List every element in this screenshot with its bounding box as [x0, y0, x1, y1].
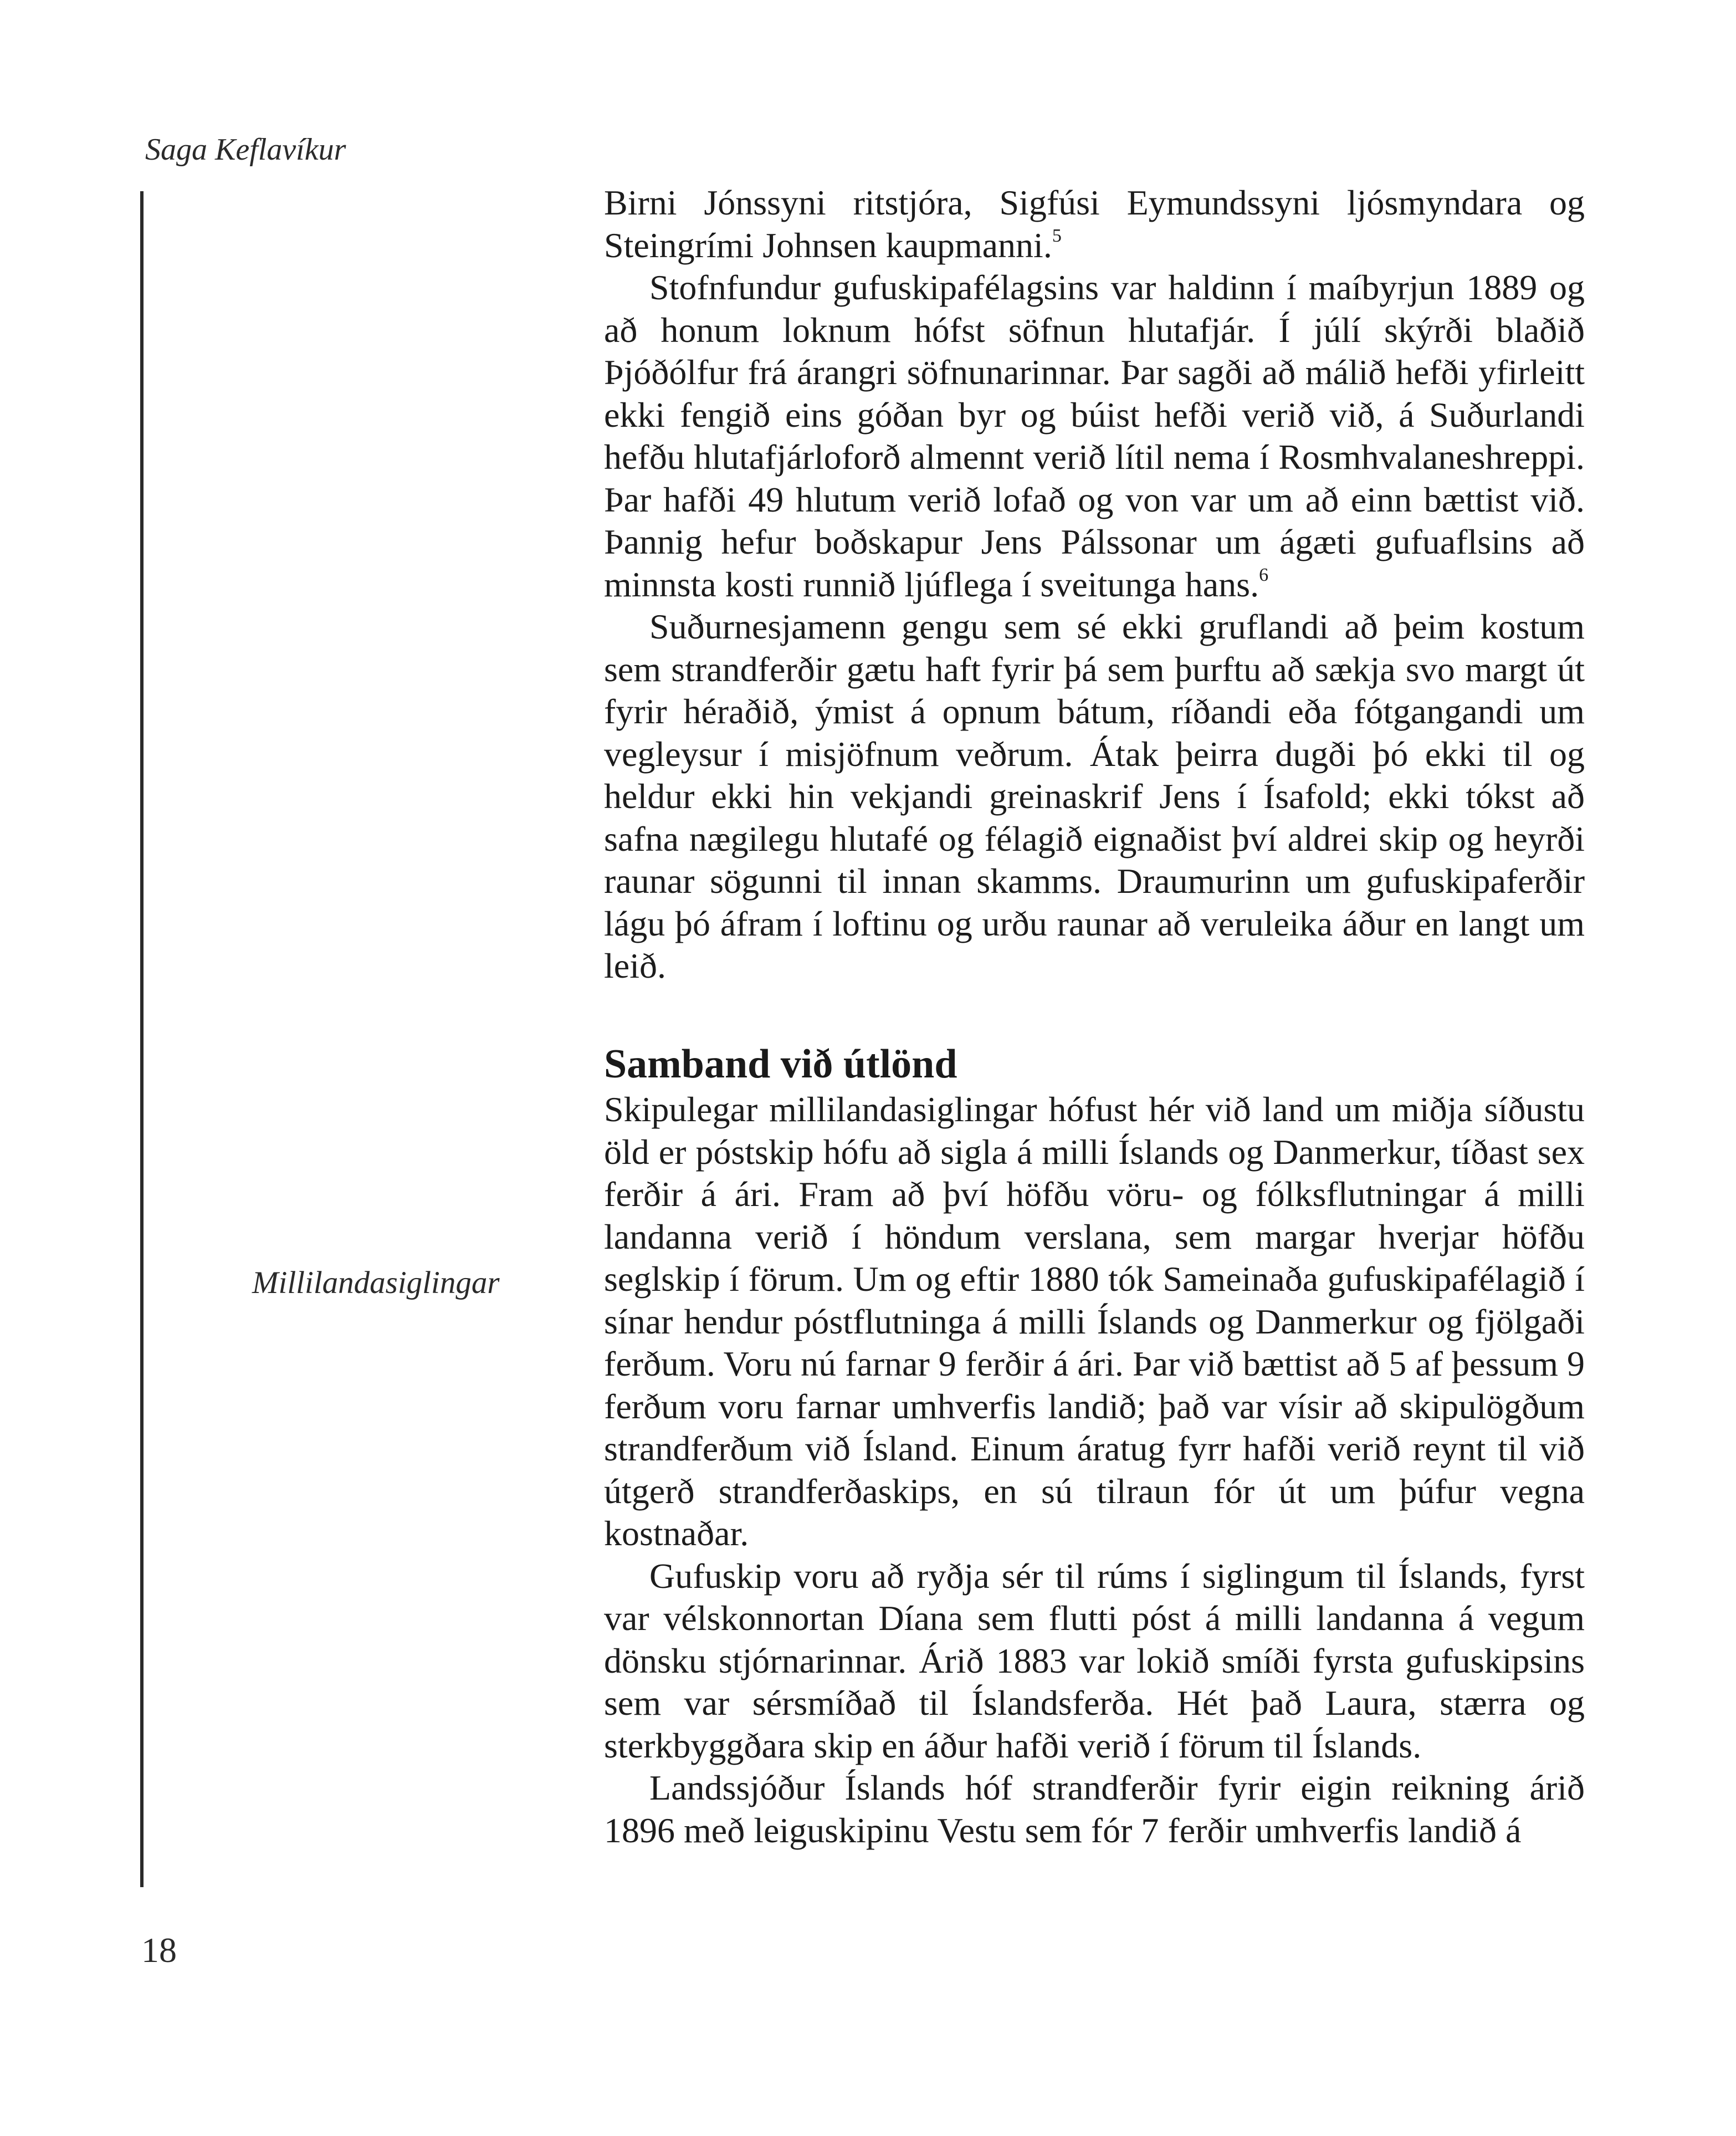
- running-head: Saga Keflavíkur: [145, 132, 346, 167]
- margin-rule: [140, 191, 144, 1887]
- paragraph: Landssjóður Íslands hóf strandferðir fyrir eigin reikning árið 1896 með leiguskipinu Vestu sem fór 7 ferðir umhverfis landið á: [604, 1768, 1585, 1850]
- text-block-top: [604, 182, 1585, 988]
- side-note: Millilandasiglingar: [252, 1265, 500, 1300]
- paragraph-text: Stofnfundur gufuskipafélagsins var haldinn í maíbyrjun 1889 og að honum loknum hófst söfnun hlutafjár. Í júlí skýrði blaðið Þjóðólfur frá árangri söfnunarinnar. Þar sagði að málið hefði yfirleitt ekki fengið eins góðan byr og búist hefði verið við, á Suðurlandi hefðu hlutafjárloforð almennt verið lítil nema í Rosmhvalaneshreppi. Þar hafði 49 hlutum verið lofað og von var um að einn bættist við. Þannig hefur boðskapur Jens Pálssonar um ágæti gufuaflsins að minnsta kosti runnið ljúflega í sveitunga hans.: [604, 268, 1585, 604]
- footnote-ref: 5: [1052, 225, 1062, 246]
- footnote-ref: 6: [1259, 564, 1269, 585]
- paragraph: [604, 182, 1585, 267]
- page-number: 18: [141, 1930, 177, 1970]
- paragraph: Skipulegar millilandasiglingar hófust hér við land um miðja síðustu öld er póstskip hófu að sigla á milli Íslands og Danmerkur, tíðast sex ferðir á ári. Fram að því höfðu vöru- og fólksflutningar á milli landanna verið í höndum verslana, sem margar hverjar höfðu seglskip í förum. Um og eftir 1880 tók Sameinaða gufuskipafélagið í sínar hendur póstflutninga á milli Íslands og Danmerkur og fjölgaði ferðum. Voru nú farnar 9 ferðir á ári. Þar við bættist að 5 af þessum 9 ferðum voru farnar umhverfis landið; það var vísir að skipulögðum strandferðum við Ísland. Einum áratug fyrr hafði verið reynt til við útgerð strandferðaskips, en sú tilraun fór út um þúfur vegna kostnaðar.: [604, 1090, 1585, 1553]
- paragraph-text: Birni Jónssyni ritstjóra, Sigfúsi Eymundssyni ljósmyndara og Steingrími Johnsen kaupmanni.: [604, 183, 1585, 265]
- section-block: [604, 1040, 1585, 1852]
- section-heading: Samband við útlönd: [604, 1041, 957, 1087]
- paragraph: Gufuskip voru að ryðja sér til rúms í siglingum til Íslands, fyrst var vélskonnortan Díana sem flutti póst á milli landanna á vegum dönsku stjórnarinnar. Árið 1883 var lokið smíði fyrsta gufuskipsins sem var sérsmíðað til Íslandsferða. Hét það Laura, stærra og sterkbyggðara skip en áður hafði verið í förum til Íslands.: [604, 1556, 1585, 1765]
- paragraph: [604, 267, 1585, 606]
- paragraph: Suðurnesjamenn gengu sem sé ekki gruflandi að þeim kostum sem strandferðir gætu haft fyrir þá sem þurftu að sækja svo margt út fyrir héraðið, ýmist á opnum bátum, ríðandi eða fótgangandi um vegleysur í misjöfnum veðrum. Átak þeirra dugði þó ekki til og heldur ekki hin vekjandi greinaskrif Jens í Ísafold; ekki tókst að safna nægilegu hlutafé og félagið eignaðist því aldrei skip og heyrði raunar sögunni til innan skamms. Draumurinn um gufuskipaferðir lágu þó áfram í loftinu og urðu raunar að veruleika áður en langt um leið.: [604, 607, 1585, 985]
